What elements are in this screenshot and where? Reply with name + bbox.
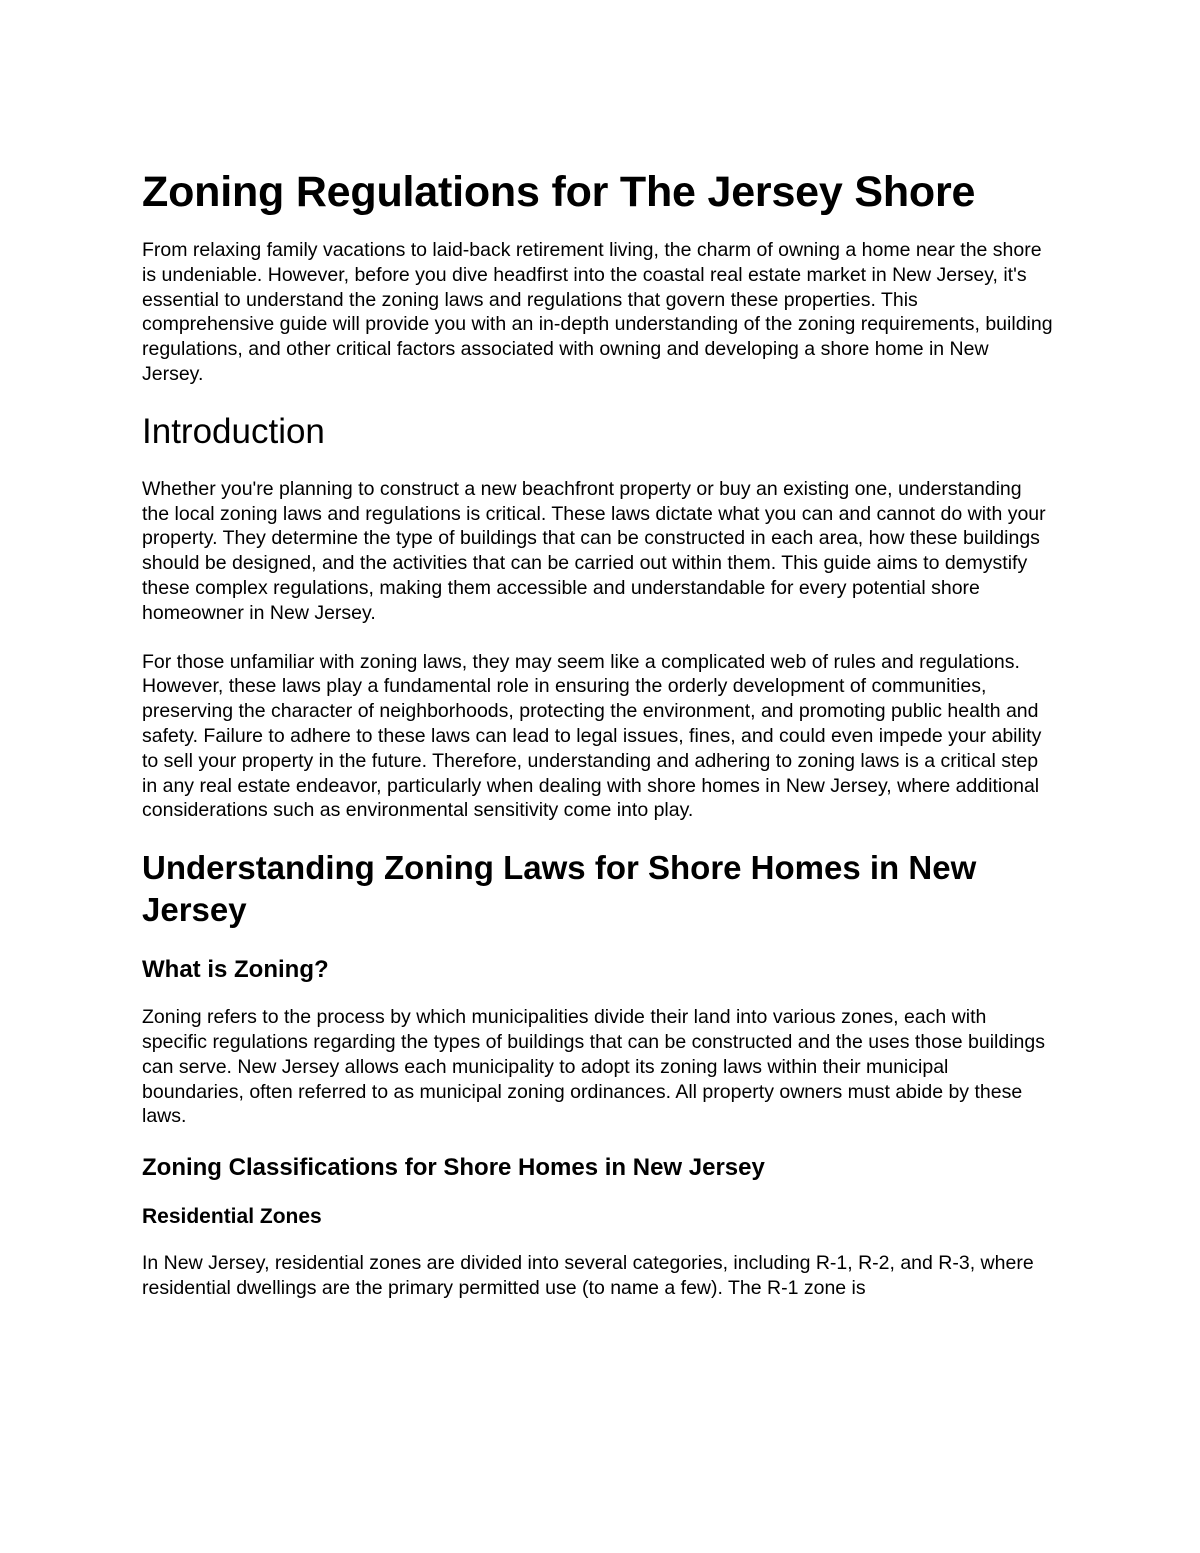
document-page [142, 166, 1054, 1325]
introduction-paragraph-2: For those unfamiliar with zoning laws, they may seem like a complicated web of rules and regulations. However, these laws play a fundamental role in ensuring the orderly development of communities, preserving the character of neighborhoods, protecting the environment, and promoting public health and safety. Failure to adhere to these laws can lead to legal issues, fines, and could even impede your ability to sell your property in the future. Therefore, understanding and adhering to zoning laws is a critical step in any real estate endeavor, particularly when dealing with shore homes in New Jersey, where additional considerations such as environmental sensitivity come into play. [142, 650, 1042, 822]
document-title: Zoning Regulations for The Jersey Shore [142, 168, 976, 216]
understanding-heading: Understanding Zoning Laws for Shore Homes in New Jersey [142, 849, 977, 929]
residential-zones-paragraph: In New Jersey, residential zones are divided into several categories, including R-1, R-2, and R-3, where residential dwellings are the primary permitted use (to name a few). The R-1 zone is [142, 1252, 1034, 1299]
classifications-heading: Zoning Classifications for Shore Homes in New Jersey [142, 1154, 765, 1182]
introduction-heading: Introduction [142, 411, 325, 451]
introduction-paragraph-1: Whether you're planning to construct a new beachfront property or buy an existing one, understanding the local zoning laws and regulations is critical. These laws dictate what you can and cannot do with your property. They determine the type of buildings that can be constructed in each area, how these buildings should be designed, and the activities that can be carried out within them. This guide aims to demystify these complex regulations, making them accessible and understandable for every potential shore homeowner in New Jersey. [142, 477, 1046, 624]
residential-zones-heading: Residential Zones [142, 1205, 322, 1229]
intro-paragraph: From relaxing family vacations to laid-back retirement living, the charm of owning a home near the shore is undeniable. However, before you dive headfirst into the coastal real estate market in New Jersey, it's essential to understand the zoning laws and regulations that govern these properties. This comprehensive guide will provide you with an in-depth understanding of the zoning requirements, building regulations, and other critical factors associated with owning and developing a shore home in New Jersey. [142, 239, 1053, 385]
what-is-zoning-heading: What is Zoning? [142, 956, 329, 984]
what-is-zoning-paragraph: Zoning refers to the process by which municipalities divide their land into various zones, each with specific regulations regarding the types of buildings that can be constructed and the uses those buildings can serve. New Jersey allows each municipality to adopt its zoning laws within their municipal boundaries, often referred to as municipal zoning ordinances. All property owners must abide by these laws. [142, 1006, 1045, 1128]
